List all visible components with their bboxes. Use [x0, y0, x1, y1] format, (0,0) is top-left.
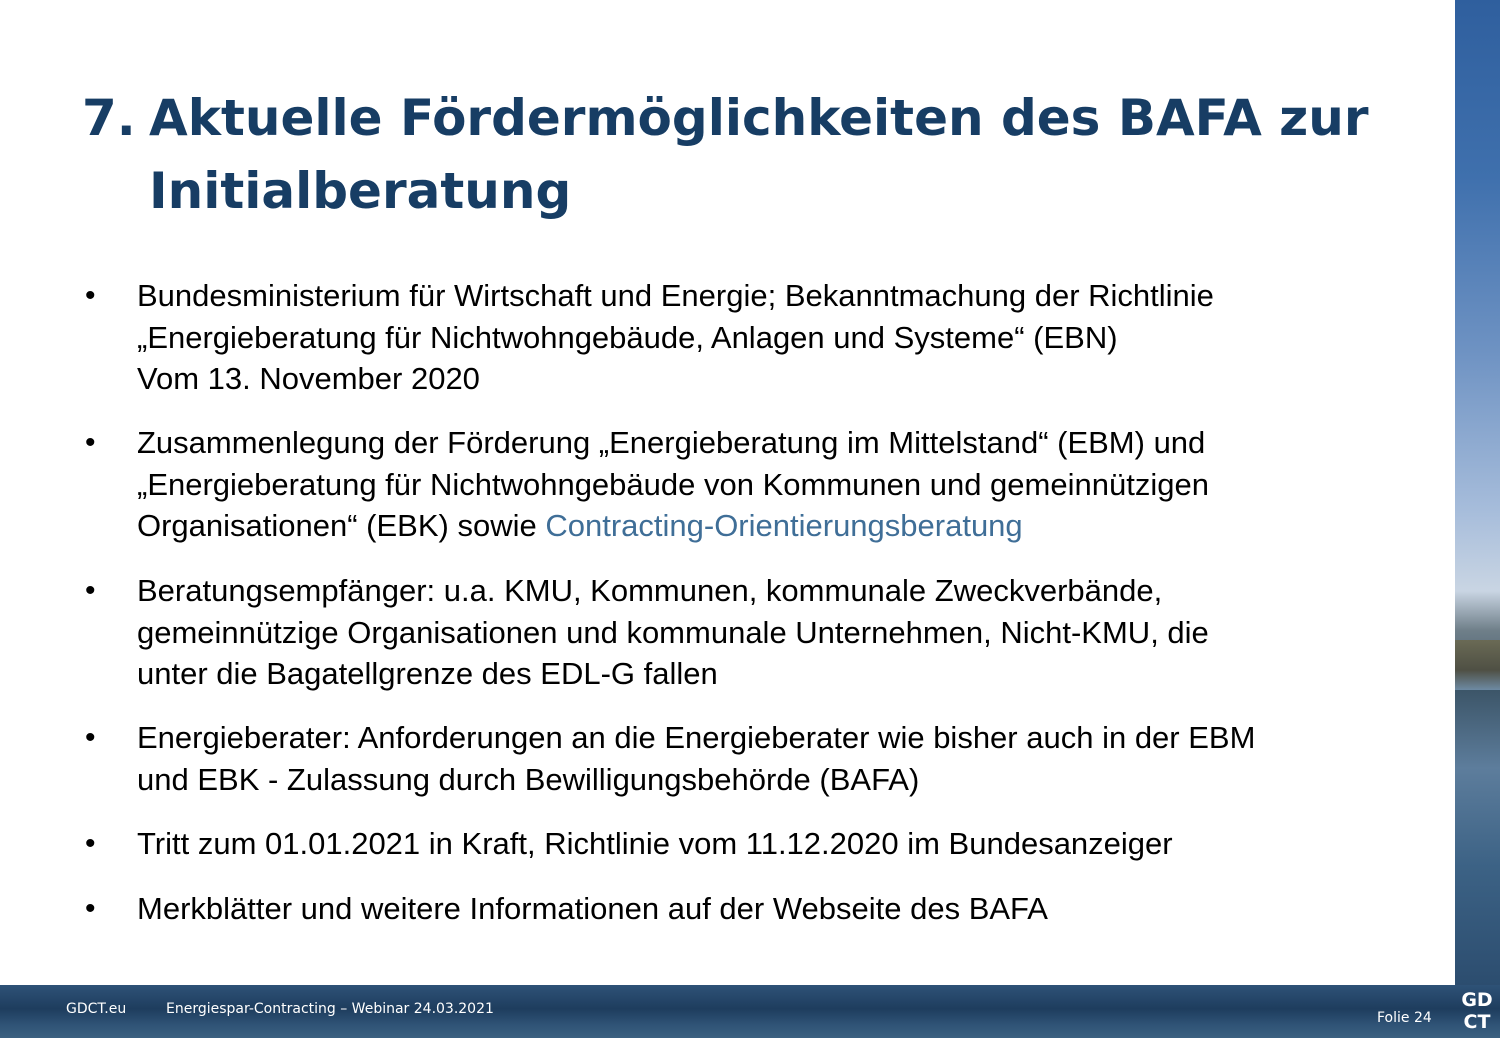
bullet-line — [137, 505, 1427, 547]
bullet-line: Merkblätter und weitere Informationen auf der Webseite des BAFA — [137, 891, 1048, 926]
title-line-2: Initialberatung — [149, 162, 572, 220]
bullet-text — [137, 275, 1427, 400]
contracting-orientierungsberatung-link[interactable]: Contracting-Orientierungsberatung — [545, 508, 1023, 543]
bullet-line: Tritt zum 01.01.2021 in Kraft, Richtlinie vom 11.12.2020 im Bundesanzeiger — [137, 826, 1173, 861]
bullet-line: Beratungsempfänger: u.a. KMU, Kommunen, kommunale Zweckverbände, — [137, 573, 1163, 608]
bullet-line: Vom 13. November 2020 — [137, 361, 480, 396]
bullet-line: Zusammenlegung der Förderung „Energieberatung im Mittelstand“ (EBM) und — [137, 425, 1206, 460]
title-line-1: Aktuelle Fördermöglichkeiten des BAFA zur — [149, 89, 1369, 147]
decorative-photo-strip — [1455, 0, 1500, 985]
bullet-text — [137, 422, 1427, 547]
logo-top: GD — [1461, 989, 1493, 1011]
bullet-icon: • — [85, 574, 96, 607]
bullet-text — [137, 888, 1427, 930]
bullet-icon: • — [85, 827, 96, 860]
logo-bottom: CT — [1463, 1011, 1491, 1033]
bullet-line: „Energieberatung für Nichtwohngebäude, Anlagen und Systeme“ (EBN) — [137, 319, 1118, 355]
title-number: 7. — [82, 89, 136, 147]
bullet-text — [137, 823, 1427, 865]
bullet-icon: • — [85, 892, 96, 925]
footer-site: GDCT.eu — [66, 1001, 127, 1017]
bullet-text — [137, 570, 1427, 695]
bullet-line: Bundesministerium für Wirtschaft und Energie; Bekanntmachung der Richtlinie — [137, 278, 1214, 313]
bullet-line: „Energieberatung für Nichtwohngebäude von Kommunen und gemeinnützigen — [137, 466, 1209, 502]
slide-number: Folie 24 — [1377, 1010, 1432, 1026]
bullet-line: unter die Bagatellgrenze des EDL-G fallen — [137, 656, 718, 691]
bullet-line: und EBK - Zulassung durch Bewilligungsbehörde (BAFA) — [137, 761, 920, 797]
gdct-logo — [1456, 989, 1498, 1035]
bullet-icon: • — [85, 721, 96, 754]
bullet-icon: • — [85, 426, 96, 459]
bullet-line: Energieberater: Anforderungen an die Energieberater wie bisher auch in der EBM — [137, 720, 1256, 755]
bullet-text — [137, 717, 1427, 800]
footer-event: Energiespar-Contracting – Webinar 24.03.2021 — [166, 1001, 494, 1017]
bullet-line-prefix: Organisationen“ (EBK) sowie — [137, 508, 546, 543]
shoreline — [1455, 640, 1500, 690]
bullet-icon: • — [85, 279, 96, 312]
bullet-line: gemeinnützige Organisationen und kommunale Unternehmen, Nicht-KMU, die — [137, 614, 1209, 650]
